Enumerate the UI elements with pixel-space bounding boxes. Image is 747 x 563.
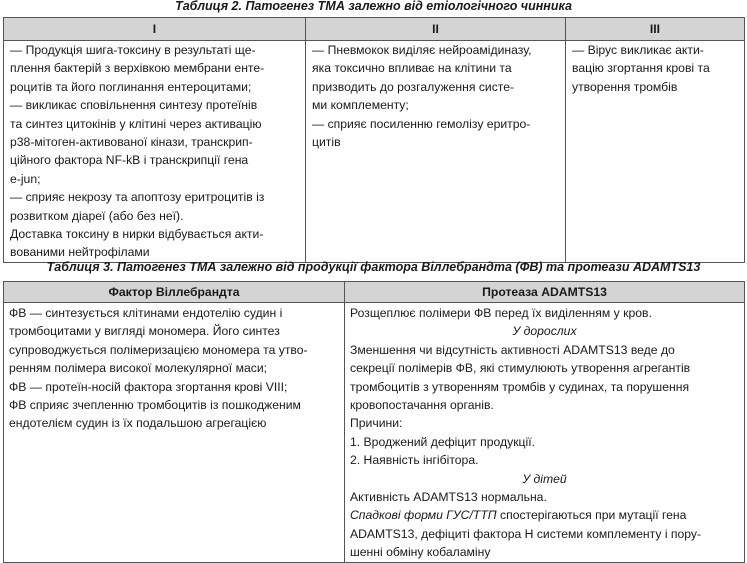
- text-line: шенні обміну кобаламіну: [350, 545, 491, 560]
- hereditary-text: спостерігаються при мутації гена: [496, 508, 687, 523]
- text-line: — Продукція шига-токсину в результаті ще-: [10, 43, 256, 57]
- text-line: Розщеплює полімери ФВ перед їх виділенням у кров.: [350, 306, 652, 320]
- text-line: вованими нейтрофілами: [10, 245, 150, 260]
- text-line: ційного фактора NF-kB і транскрипції гена: [10, 153, 249, 168]
- table2-header-2: ІІ: [306, 18, 566, 41]
- table2-header-3: ІІІ: [566, 18, 745, 41]
- text-line: роцитів та його поглинання ентероцитами;: [10, 79, 252, 94]
- text-line: ФВ сприяє зчепленню тромбоцитів із пошкодженим: [9, 398, 301, 413]
- text-line: тромбоцитів з утворенням тромбів у судинах, та порушення: [350, 379, 690, 394]
- text-line: тромбоцитами у вигляді мономера. Його синтез: [9, 324, 280, 339]
- text-line: ми комплементу;: [312, 98, 409, 113]
- text-line: супроводжується полімеризацією мономера та утво-: [9, 342, 308, 357]
- text-line: e-jun;: [10, 171, 41, 186]
- text-line: ФВ — синтезується клітинами ендотелію судин і: [9, 306, 283, 320]
- text-line: плення бактерій з верхівкою мембрани енте-: [10, 61, 265, 76]
- table3-caption: Таблиця 3. Патогенез ТМА залежно від продукції фактора Віллебрандта (ФВ) та протеази ADAMTS13: [46, 260, 701, 274]
- text-line: — викликає сповільнення синтезу протеїнів: [10, 98, 258, 113]
- table3-cell-adamts13: [345, 303, 745, 563]
- subheading-adults: У дорослих: [512, 324, 577, 339]
- text-line: — Пневмокок виділяє нейроамідиназу,: [312, 43, 532, 57]
- table3-cell-vwf: [4, 303, 345, 563]
- text-line: цитів: [312, 135, 341, 150]
- text-line: — сприяє некрозу та апоптозу еритроцитів із: [10, 190, 265, 205]
- text-line: — Вірус викликає акти-: [572, 43, 704, 57]
- table2-cell-shiga-toxin: [4, 41, 306, 263]
- table2-etiology: [3, 17, 745, 263]
- text-line: яка токсично впливає на клітини та: [312, 61, 512, 76]
- hereditary-forms-term: Спадкові форми ГУС/ТТП: [350, 508, 497, 523]
- text-line: Доставка токсину в нирки відбувається акти-: [10, 227, 264, 242]
- causes-label: Причини:: [350, 416, 403, 431]
- text-line: — сприяє посиленню гемолізу еритро-: [312, 116, 531, 131]
- text-line: Зменшення чи відсутність активності ADAMTS13 веде до: [350, 342, 675, 357]
- table2-header-1: І: [4, 18, 306, 41]
- text-line: ренням полімера високої молекулярної маси;: [9, 361, 268, 376]
- cause-item: 2. Наявність інгібітора.: [350, 453, 479, 468]
- cause-item: 1. Вроджений дефіцит продукції.: [350, 434, 536, 449]
- text-line: утворення тромбів: [572, 79, 678, 94]
- subheading-children: У дітей: [522, 471, 567, 486]
- text-line: призводить до розгалуження систе-: [312, 79, 515, 94]
- text-line: ADAMTS13, дефіциті фактора Н системи комплементу і пору-: [350, 526, 702, 541]
- table3-vwf-adamts13: [3, 281, 745, 563]
- hereditary-line: [350, 506, 739, 524]
- text-line: розвитком діареї (або без неї).: [10, 208, 184, 223]
- text-line: ФВ — протеїн-носій фактора згортання крові VIII;: [9, 379, 288, 394]
- text-line: кровопостачання органів.: [350, 398, 494, 413]
- table3-header-vwf: Фактор Віллебрандта: [4, 282, 345, 303]
- table2-caption: Таблиця 2. Патогенез ТМА залежно від етіологічного чинника: [175, 0, 572, 13]
- text-line: ендотелієм судин із їх подальшою агрегацією: [9, 416, 267, 431]
- text-line: та синтез цитокінів у клітині через активацію: [10, 116, 262, 131]
- text-line: вацію згортання крові та: [572, 61, 710, 76]
- text-line: Активність ADAMTS13 нормальна.: [350, 490, 547, 505]
- text-line: р38-мітоген-активованої кінази, транскрип-: [10, 135, 253, 150]
- text-line: секреції полімерів ФВ, які стимулюють утворення агрегантів: [350, 361, 691, 376]
- table2-cell-pneumococcus: [306, 41, 566, 263]
- table3-header-adamts13: Протеаза ADAMTS13: [345, 282, 745, 303]
- table2-cell-virus: [566, 41, 745, 263]
